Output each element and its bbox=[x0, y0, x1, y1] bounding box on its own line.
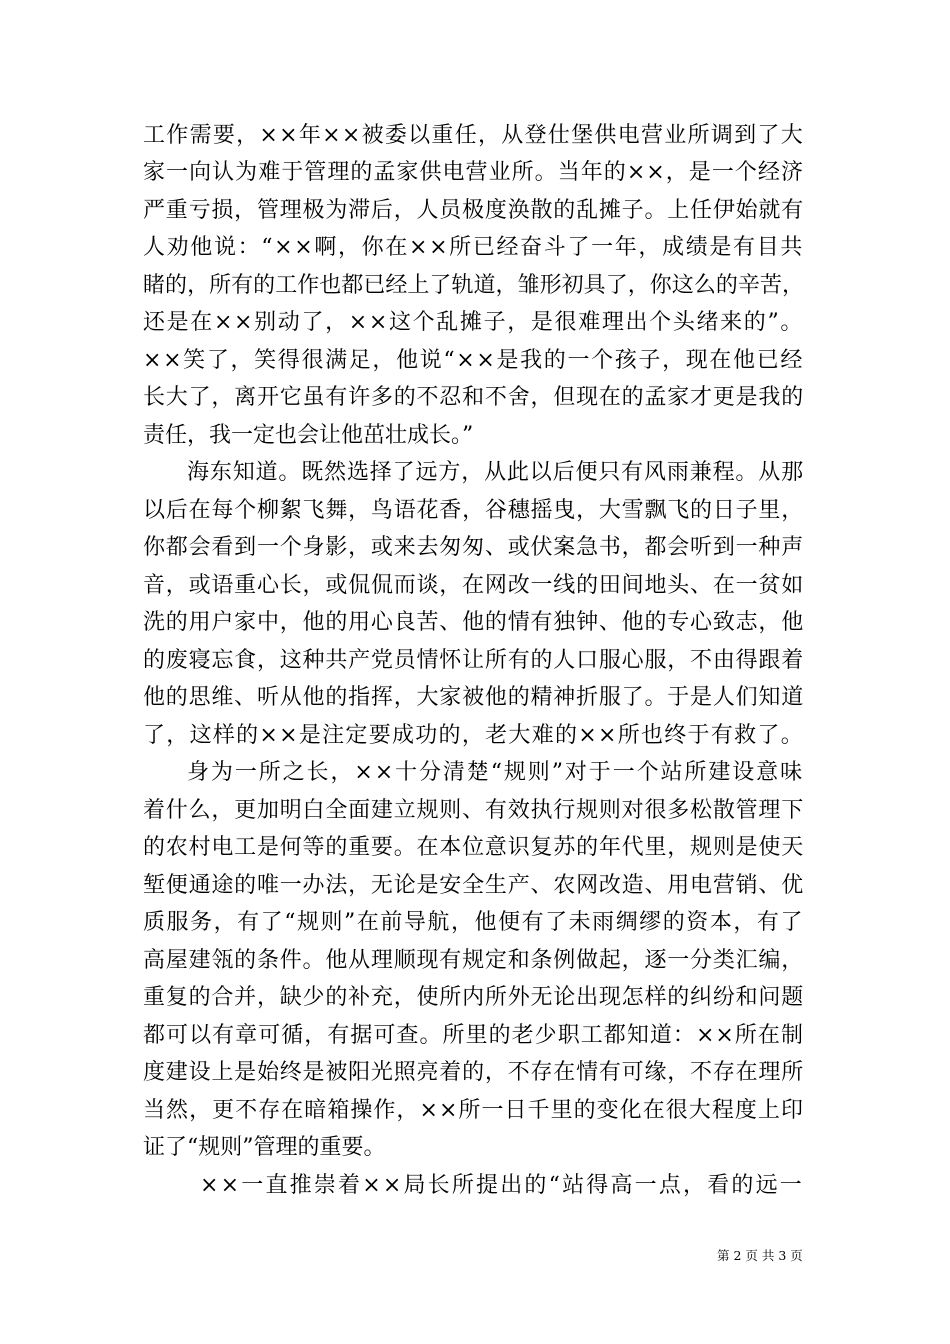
page-number-footer: 第 2 页 共 3 页 bbox=[717, 1248, 803, 1263]
text-line: 着什么，更加明白全面建立规则、有效执行规则对很多松散管理下 bbox=[143, 798, 804, 823]
text-line: 严重亏损，管理极为滞后，人员极度涣散的乱摊子。上任伊始就有 bbox=[143, 198, 804, 223]
text-line: 都可以有章可循，有据可查。所里的老少职工都知道：××所在制 bbox=[143, 1023, 804, 1048]
paragraph-start-line: ××一直推崇着××局长所提出的“站得高一点，看的远一 bbox=[200, 1173, 805, 1198]
paragraph-start-line: 海东知道。既然选择了远方，从此以后便只有风雨兼程。从那 bbox=[187, 460, 804, 485]
text-line: 人劝他说：“××啊，你在××所已经奋斗了一年，成绩是有目共 bbox=[143, 235, 805, 260]
text-line: 高屋建瓴的条件。他从理顺现有规定和条例做起，逐一分类汇编， bbox=[143, 948, 804, 973]
text-line: 的农村电工是何等的重要。在本位意识复苏的年代里，规则是使天 bbox=[143, 835, 804, 860]
text-line: 堑便通途的唯一办法，无论是安全生产、农网改造、用电营销、优 bbox=[143, 873, 804, 898]
text-line: 当然，更不存在暗箱操作，××所一日千里的变化在很大程度上印 bbox=[143, 1098, 804, 1123]
text-line: 家一向认为难于管理的孟家供电营业所。当年的××，是一个经济 bbox=[143, 160, 804, 185]
text-line: 的废寝忘食，这种共产党员情怀让所有的人口服心服，不由得跟着 bbox=[143, 648, 804, 673]
text-line: 责任，我一定也会让他茁壮成长。” bbox=[143, 423, 474, 448]
text-line: 工作需要，××年××被委以重任，从登仕堡供电营业所调到了大 bbox=[143, 123, 804, 148]
text-line: 了，这样的××是注定要成功的，老大难的××所也终于有救了。 bbox=[143, 723, 804, 748]
text-line: 睹的，所有的工作也都已经上了轨道，雏形初具了，你这么的辛苦， bbox=[143, 273, 804, 298]
text-line: 证了“规则”管理的重要。 bbox=[143, 1135, 386, 1160]
text-line: 音，或语重心长，或侃侃而谈，在网改一线的田间地头、在一贫如 bbox=[143, 573, 804, 598]
text-line: 重复的合并，缺少的补充，使所内所外无论出现怎样的纠纷和问题 bbox=[143, 985, 804, 1010]
text-line: 度建设上是始终是被阳光照亮着的，不存在情有可缘，不存在理所 bbox=[143, 1060, 804, 1085]
text-line: ××笑了，笑得很满足，他说“××是我的一个孩子，现在他已经 bbox=[143, 348, 805, 373]
paragraph-start-line: 身为一所之长，××十分清楚“规则”对于一个站所建设意味 bbox=[187, 760, 804, 785]
text-line: 他的思维、听从他的指挥，大家被他的精神折服了。于是人们知道 bbox=[143, 685, 804, 710]
text-line: 质服务，有了“规则”在前导航，他便有了未雨绸缪的资本，有了 bbox=[143, 910, 804, 935]
text-line: 还是在××别动了，××这个乱摊子，是很难理出个头绪来的”。 bbox=[143, 310, 805, 335]
text-line: 你都会看到一个身影，或来去匆匆、或伏案急书，都会听到一种声 bbox=[143, 535, 804, 560]
text-line: 长大了，离开它虽有许多的不忍和不舍，但现在的孟家才更是我的 bbox=[143, 385, 804, 410]
text-line: 以后在每个柳絮飞舞，鸟语花香，谷穗摇曳，大雪飘飞的日子里， bbox=[143, 498, 804, 523]
text-line: 洗的用户家中，他的用心良苦、他的情有独钟、他的专心致志，他 bbox=[143, 610, 804, 635]
